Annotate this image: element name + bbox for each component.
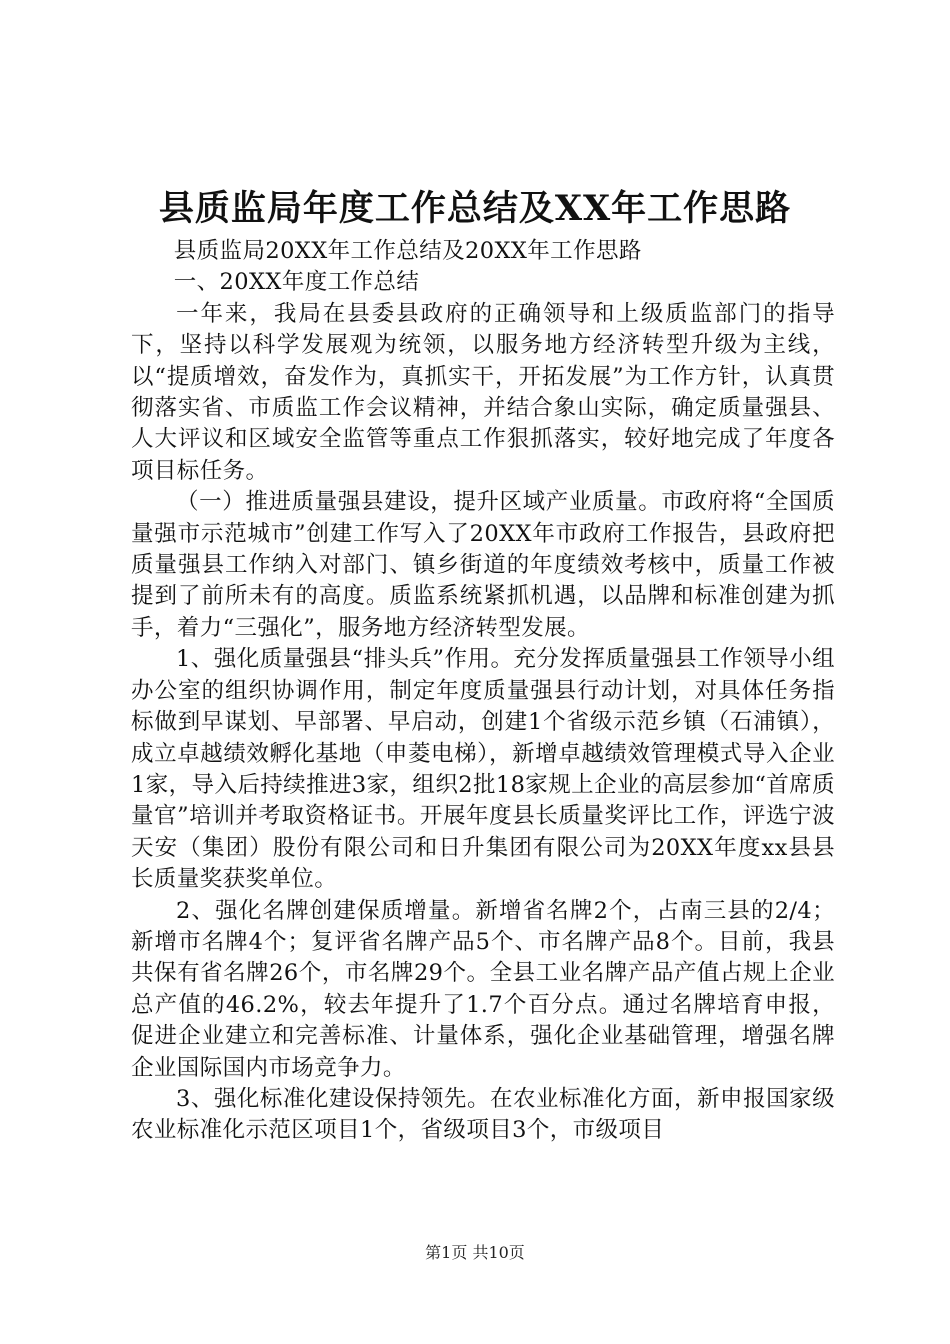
paragraph-item-2: 2、强化名牌创建保质增量。新增省名牌2个，占南三县的2/4；新增市名牌4个；复评省名牌产品5个、市名牌产品8个。目前，我县共保有省名牌26个，市名牌29个。全县工业名牌产品产值占规上企业总产值的46.2%，较去年提升了1.7个百分点。通过名牌培育申报，促进企业建立和完善标准、计量体系，强化企业基础管理，增强名牌企业国际国内市场竞争力。 <box>131 897 835 1081</box>
paragraph-item-3: 3、强化标准化建设保持领先。在农业标准化方面，新申报国家级农业标准化示范区项目1个，省级项目3个，市级项目 <box>131 1085 835 1144</box>
document-title: 县质监局年度工作总结及XX年工作思路 <box>158 188 792 229</box>
document-body <box>131 236 835 1147</box>
section-heading: 一、20XX年度工作总结 <box>173 269 420 296</box>
paragraph-section-one: （一）推进质量强县建设，提升区域产业质量。市政府将“全国质量强市示范城市”创建工作写入了20XX年市政府工作报告，县政府把质量强县工作纳入对部门、镇乡街道的年度绩效考核中，质量工作被提到了前所未有的高度。质监系统紧抓机遇，以品牌和标准创建为抓手，着力“三强化”，服务地方经济转型发展。 <box>131 489 835 641</box>
page-footer: 第1页 共10页 <box>425 1243 525 1262</box>
paragraph-item-1: 1、强化质量强县“排头兵”作用。充分发挥质量强县工作领导小组办公室的组织协调作用，制定年度质量强县行动计划，对具体任务指标做到早谋划、早部署、早启动，创建1个省级示范乡镇（石浦镇），成立卓越绩效孵化基地（申菱电梯），新增卓越绩效管理模式导入企业1家，导入后持续推进3家，组织2批18家规上企业的高层参加“首席质量官”培训并考取资格证书。开展年度县长质量奖评比工作，评选宁波天安（集团）股份有限公司和日升集团有限公司为20XX年度xx县县长质量奖获奖单位。 <box>131 646 835 893</box>
document-subtitle: 县质监局20XX年工作总结及20XX年工作思路 <box>173 238 642 264</box>
paragraph-intro: 一年来，我局在县委县政府的正确领导和上级质监部门的指导下，坚持以科学发展观为统领，以服务地方经济转型升级为主线，以“提质增效，奋发作为，真抓实干，开拓发展”为工作方针，认真贯彻落实省、市质监工作会议精神，并结合象山实际，确定质量强县、人大评议和区域安全监管等重点工作狠抓落实，较好地完成了年度各项目标任务。 <box>131 300 835 484</box>
